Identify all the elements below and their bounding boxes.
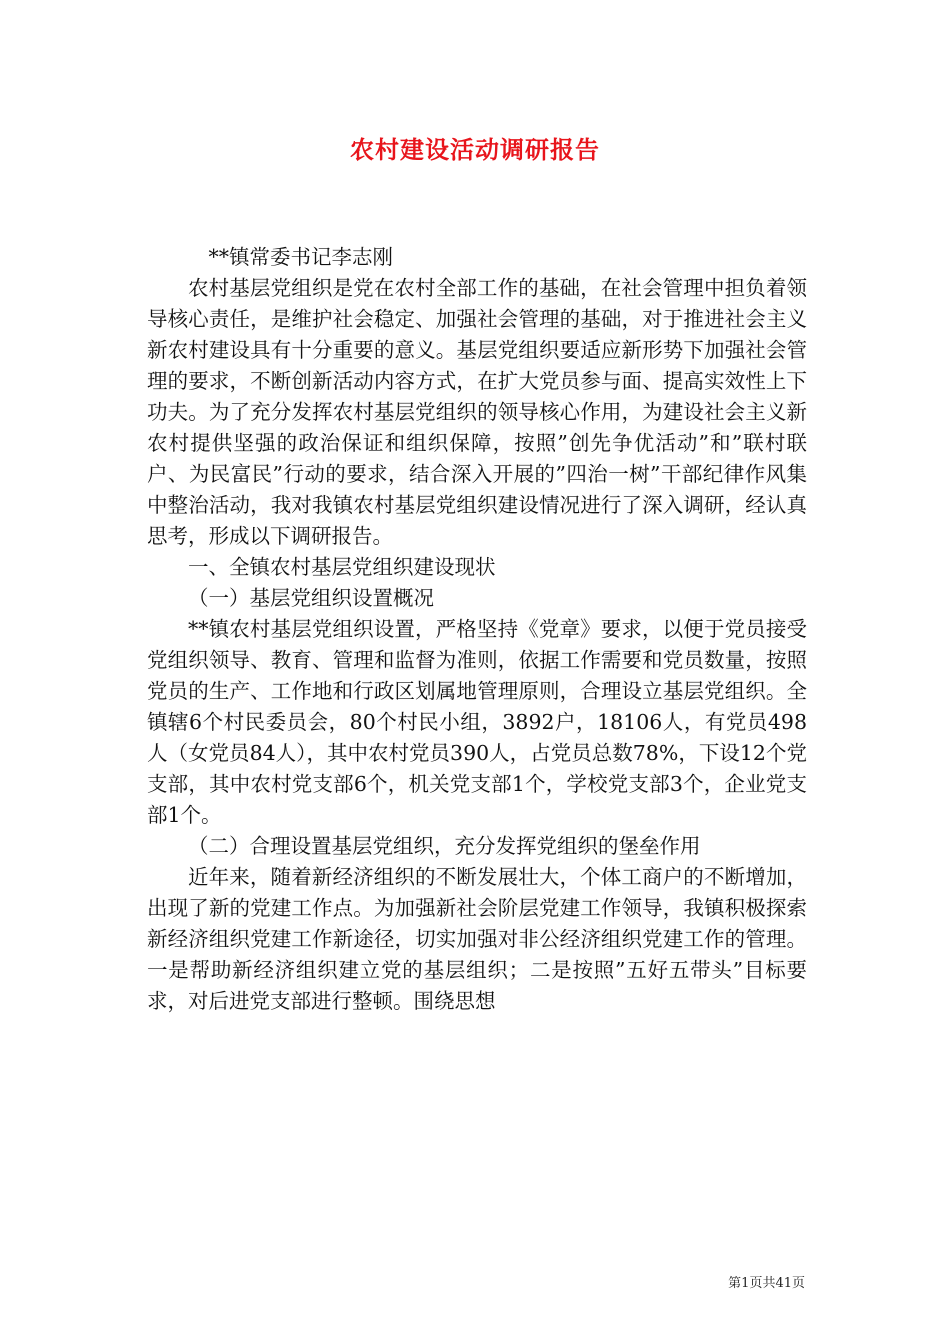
paragraph-recent-years: 近年来，随着新经济组织的不断发展壮大，个体工商户的不断增加，出现了新的党建工作点。为加强新社会阶层党建工作领导，我镇积极探索新经济组织党建工作新途径，切实加强对非公经济组织党建工作的管理。一是帮助新经济组织建立党的基层组织；二是按照”五好五带头”目标要求，对后进党支部进行整顿。围绕思想: [147, 865, 807, 1013]
subsection-heading-1: （一）基层党组织设置概况: [188, 586, 434, 610]
document-body: [147, 242, 807, 1017]
subsection-heading-2: （二）合理设置基层党组织，充分发挥党组织的堡垒作用: [188, 834, 701, 858]
paragraph-intro: 农村基层党组织是党在农村全部工作的基础，在社会管理中担负着领导核心责任，是维护社会稳定、加强社会管理的基础，对于推进社会主义新农村建设具有十分重要的意义。基层党组织要适应新形势下加强社会管理的要求，不断创新活动内容方式，在扩大党员参与面、提高实效性上下功夫。为了充分发挥农村基层党组织的领导核心作用，为建设社会主义新农村提供坚强的政治保证和组织保障，按照”创先争优活动”和”联村联户、为民富民”行动的要求，结合深入开展的”四治一树”干部纪律作风集中整治活动，我对我镇农村基层党组织建设情况进行了深入调研，经认真思考，形成以下调研报告。: [147, 276, 807, 548]
document-title: 农村建设活动调研报告: [350, 135, 600, 164]
section-heading-1: 一、全镇农村基层党组织建设现状: [188, 555, 496, 579]
page-number: 第1页共41页: [728, 1276, 805, 1291]
author-line: **镇常委书记李志刚: [208, 245, 393, 269]
paragraph-overview: **镇农村基层党组织设置，严格坚持《党章》要求，以便于党员接受党组织领导、教育、管理和监督为准则，依据工作需要和党员数量，按照党员的生产、工作地和行政区划属地管理原则，合理设立基层党组织。全镇辖6个村民委员会，80个村民小组，3892户，18106人，有党员498人（女党员84人），其中农村党员390人，占党员总数78%，下设12个党支部，其中农村党支部6个，机关党支部1个，学校党支部3个，企业党支部1个。: [147, 617, 807, 827]
